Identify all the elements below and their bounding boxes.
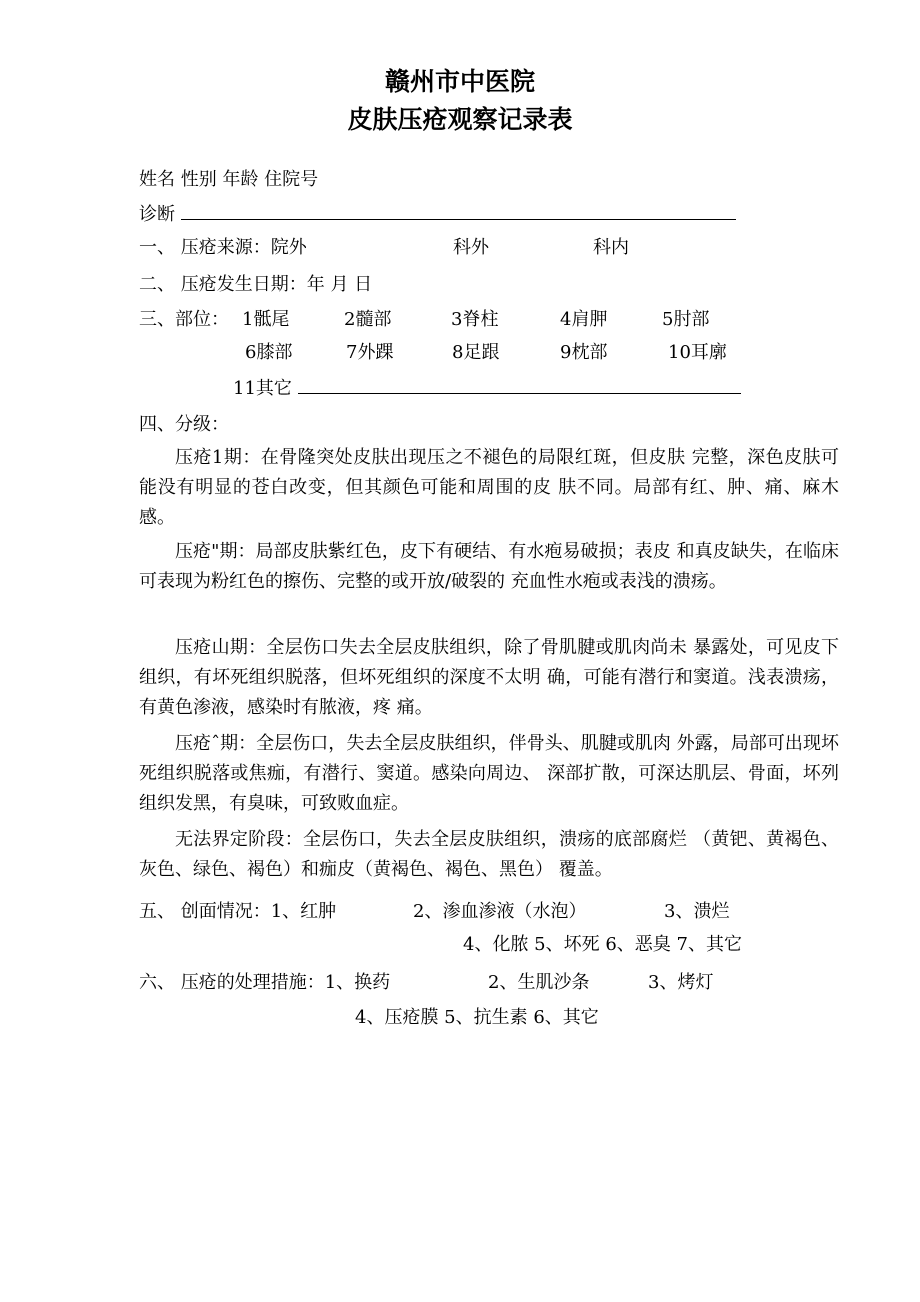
stage-4-text: 压疮ˆ期：全层伤口，失去全层皮肤组织，伴骨头、肌腱或肌肉 外露，局部可出现坏死组织脱落或焦痂，有潜行、窦道。感染向周边、 深部扩散，可深达肌层、骨面，坏列组织发黑，有臭味，可致败血症。 xyxy=(139,733,839,814)
hospital-name: 赣州市中医院 xyxy=(384,67,535,96)
wound-options-line2: 4、化脓 5、坏死 6、恶臭 7、其它 xyxy=(463,934,742,955)
site-label: 三、部位： xyxy=(139,309,229,330)
grading-label: 四、分级： xyxy=(139,414,229,435)
wound-option-2: 2、渗血渗液（水泡） xyxy=(413,901,587,922)
form-title: 皮肤压疮观察记录表 xyxy=(347,105,573,134)
site-option: 10耳廓 xyxy=(668,342,727,363)
site-option: 7外踝 xyxy=(346,342,394,363)
stage-1-text: 压疮1期：在骨隆突处皮肤出现压之不褪色的局限红斑，但皮肤 完整，深色皮肤可能没有明显的苍白改变，但其颜色可能和周围的皮 肤不同。局部有红、肿、痛、麻木感。 xyxy=(139,447,839,528)
site-option: 3脊柱 xyxy=(451,309,499,330)
diagnosis-blank[interactable] xyxy=(181,201,736,220)
wound-option-3: 3、溃烂 xyxy=(664,901,730,922)
patient-fields: 姓名 性别 年龄 住院号 xyxy=(139,169,319,190)
treatment-options-line2: 4、压疮膜 5、抗生素 6、其它 xyxy=(355,1007,599,1028)
site-option: 2髓部 xyxy=(344,309,392,330)
stage-3-text: 压疮山期：全层伤口失去全层皮肤组织，除了骨肌腱或肌肉尚未 暴露处，可见皮下组织，有坏死组织脱落，但坏死组织的深度不太明 确，可能有潜行和窦道。浅表溃疡，有黄色渗液，感染时有脓液，疼 痛。 xyxy=(139,637,839,718)
treatment-label: 六、 压疮的处理措施：1、换药 xyxy=(139,972,391,993)
treatment-option-2: 2、生肌沙条 xyxy=(488,972,590,993)
site-option: 8足跟 xyxy=(452,342,500,363)
wound-label: 五、 创面情况：1、红肿 xyxy=(139,901,337,922)
stage-2-text: 压疮"期：局部皮肤紫红色，皮下有硬结、有水疱易破损；表皮 和真皮缺失，在临床可表现为粉红色的擦伤、完整的或开放/破裂的 充血性水疱或表浅的溃疡。 xyxy=(139,541,839,592)
unstageable-text: 无法界定阶段：全层伤口，失去全层皮肤组织，溃疡的底部腐烂 （黄钯、黄褐色、灰色、绿色、褐色）和痂皮（黄褐色、褐色、黑色） 覆盖。 xyxy=(139,829,839,880)
diagnosis-row xyxy=(139,201,736,227)
site-other-blank[interactable] xyxy=(298,375,741,394)
site-option: 11其它 xyxy=(233,378,292,399)
source-option-2: 科外 xyxy=(453,237,489,258)
site-other-row xyxy=(233,375,741,401)
site-option: 6膝部 xyxy=(245,342,293,363)
site-option: 1骶尾 xyxy=(242,309,290,330)
site-option: 5肘部 xyxy=(662,309,710,330)
site-option: 4肩胛 xyxy=(560,309,608,330)
diagnosis-label: 诊断 xyxy=(139,204,175,225)
treatment-option-3: 3、烤灯 xyxy=(648,972,714,993)
source-label: 一、 压疮来源：院外 xyxy=(139,237,307,258)
source-option-3: 科内 xyxy=(593,237,629,258)
site-option: 9枕部 xyxy=(560,342,608,363)
date-label: 二、 压疮发生日期：年 月 日 xyxy=(139,274,373,295)
